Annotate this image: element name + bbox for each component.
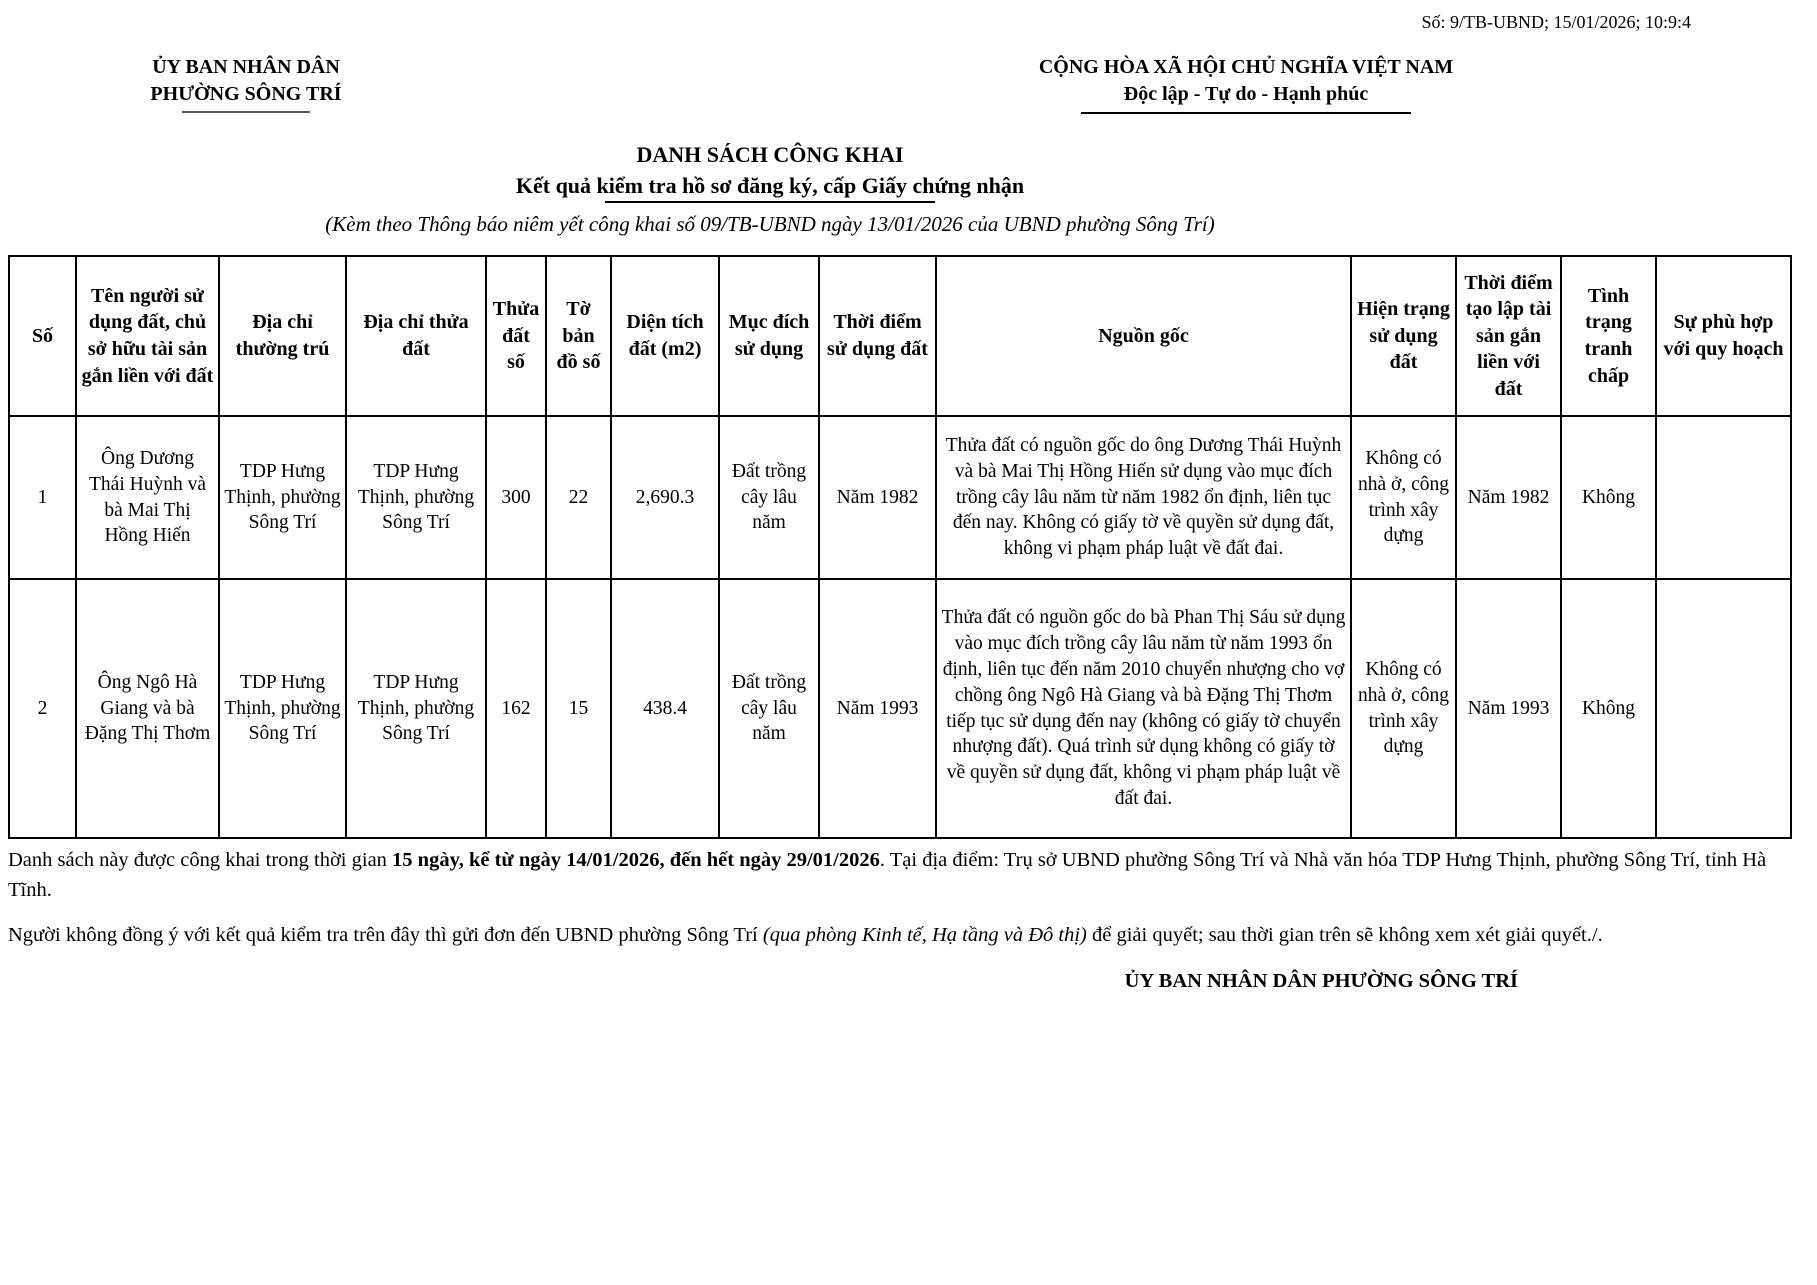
cell-to-ban-do-so: 15: [546, 579, 611, 838]
cell-ten: Ông Dương Thái Huỳnh và bà Mai Thị Hồng Hiến: [76, 416, 219, 579]
complaint-instructions-paragraph: [8, 920, 1808, 950]
attachment-note: (Kèm theo Thông báo niêm yết công khai số 09/TB-UBND ngày 13/01/2026 của UBND phường Sông Trí): [325, 212, 1215, 236]
cell-phu-hop-quy-hoach: [1656, 416, 1791, 579]
cell-hien-trang: Không có nhà ở, công trình xây dựng: [1351, 579, 1456, 838]
cell-dia-chi-thuong-tru: TDP Hưng Thịnh, phường Sông Trí: [219, 579, 346, 838]
p2-text-1: Người không đồng ý với kết quả kiểm tra trên đây thì gửi đơn đến UBND phường Sông Trí: [8, 923, 763, 946]
cell-thoi-diem-tao-lap: Năm 1982: [1456, 416, 1561, 579]
footer-block: [8, 845, 1808, 996]
national-motto: Độc lập - Tự do - Hạnh phúc: [1123, 83, 1369, 105]
cell-so: 2: [9, 579, 76, 838]
col-header-dien-tich: Diện tích đất (m2): [611, 256, 719, 416]
cell-dien-tich: 438.4: [611, 579, 719, 838]
cell-dia-chi-thua-dat: TDP Hưng Thịnh, phường Sông Trí: [346, 579, 486, 838]
p1-text-1: Danh sách này được công khai trong thời gian: [8, 849, 393, 871]
cell-so: 1: [9, 416, 76, 579]
cell-ten: Ông Ngô Hà Giang và bà Đặng Thị Thơm: [76, 579, 219, 838]
col-header-thoi-diem-su-dung: Thời điểm sử dụng đất: [819, 256, 936, 416]
cell-dia-chi-thuong-tru: TDP Hưng Thịnh, phường Sông Trí: [219, 416, 346, 579]
col-header-nguon-goc: Nguồn gốc: [936, 256, 1351, 416]
cell-muc-dich: Đất trồng cây lâu năm: [719, 579, 819, 838]
cell-thua-dat-so: 162: [486, 579, 546, 838]
cell-thua-dat-so: 300: [486, 416, 546, 579]
cell-tranh-chap: Không: [1561, 416, 1656, 579]
col-header-dia-chi-thua-dat: Địa chỉ thửa đất: [346, 256, 486, 416]
national-title: CỘNG HÒA XÃ HỘI CHỦ NGHĨA VIỆT NAM: [1038, 56, 1454, 78]
cell-dien-tich: 2,690.3: [611, 416, 719, 579]
col-header-ten: Tên người sử dụng đất, chủ sở hữu tài sản gắn liền với đất: [76, 256, 219, 416]
publication-period-paragraph: [8, 845, 1808, 906]
title-underline: [605, 201, 935, 203]
public-list-table: [8, 255, 1792, 839]
col-header-dia-chi-thuong-tru: Địa chỉ thường trú: [219, 256, 346, 416]
col-header-phu-hop-quy-hoach: Sự phù hợp với quy hoạch: [1656, 256, 1791, 416]
page-subtitle: Kết quả kiểm tra hồ sơ đăng ký, cấp Giấy chứng nhận: [515, 173, 1025, 198]
cell-to-ban-do-so: 22: [546, 416, 611, 579]
col-header-tranh-chap: Tình trạng tranh chấp: [1561, 256, 1656, 416]
p1-text-2: . Tại địa điểm: Trụ sở UBND phường Sông Trí và Nhà văn hóa TDP Hưng Thịnh, phường Sông Trí, tỉnh Hà Tĩnh.: [8, 849, 1767, 902]
issuing-org-line1: ỦY BAN NHÂN DÂN: [152, 56, 340, 78]
p2-italic-dept: (qua phòng Kinh tế, Hạ tầng và Đô thị): [762, 923, 1087, 946]
cell-nguon-goc: Thửa đất có nguồn gốc do bà Phan Thị Sáu sử dụng vào mục đích trồng cây lâu năm từ năm 1993 ổn định, liên tục đến năm 2010 chuyển nhượng cho vợ chồng ông Ngô Hà Giang và bà Đặng Thị Thơm tiếp tục sử dụng đến nay (không có giấy tờ chuyển nhượng đất). Quá trình sử dụng không có giấy tờ về quyền sử dụng đất, không vi phạm pháp luật về đất đai.: [936, 579, 1351, 838]
page-title: DANH SÁCH CÔNG KHAI: [636, 142, 904, 167]
col-header-thua-dat-so: Thửa đất số: [486, 256, 546, 416]
issuing-org-block: [98, 54, 394, 113]
national-motto-block: [1008, 54, 1484, 114]
cell-dia-chi-thua-dat: TDP Hưng Thịnh, phường Sông Trí: [346, 416, 486, 579]
cell-nguon-goc: Thửa đất có nguồn gốc do ông Dương Thái Huỳnh và bà Mai Thị Hồng Hiến sử dụng vào mục đích trồng cây lâu năm từ năm 1982 ổn định, liên tục đến nay. Không có giấy tờ về quyền sử dụng đất, không vi phạm pháp luật về đất đai.: [936, 416, 1351, 579]
title-block: [0, 142, 1540, 237]
table-header-row: [9, 256, 1791, 416]
cell-tranh-chap: Không: [1561, 579, 1656, 838]
col-header-so: Số: [9, 256, 76, 416]
cell-thoi-diem-tao-lap: Năm 1993: [1456, 579, 1561, 838]
org-underline: [182, 111, 310, 113]
col-header-muc-dich: Mục đích sử dụng: [719, 256, 819, 416]
motto-underline: [1081, 112, 1411, 114]
signature-org: ỦY BAN NHÂN DÂN PHƯỜNG SÔNG TRÍ: [1124, 969, 1518, 992]
doc-number: Số: 9/TB-UBND; 15/01/2026; 10:9:4: [1421, 12, 1691, 32]
col-header-to-ban-do-so: Tờ bản đồ số: [546, 256, 611, 416]
cell-hien-trang: Không có nhà ở, công trình xây dựng: [1351, 416, 1456, 579]
col-header-thoi-diem-tao-lap: Thời điểm tạo lập tài sản gắn liền với đất: [1456, 256, 1561, 416]
p1-bold-dates: 15 ngày, kể từ ngày 14/01/2026, đến hết ngày 29/01/2026: [392, 849, 880, 871]
cell-thoi-diem-su-dung: Năm 1993: [819, 579, 936, 838]
table-row: [9, 416, 1791, 579]
cell-thoi-diem-su-dung: Năm 1982: [819, 416, 936, 579]
cell-muc-dich: Đất trồng cây lâu năm: [719, 416, 819, 579]
table-row: [9, 579, 1791, 838]
issuing-org-line2: PHƯỜNG SÔNG TRÍ: [150, 83, 342, 105]
p2-text-2: để giải quyết; sau thời gian trên sẽ không xem xét giải quyết./.: [1086, 923, 1603, 946]
cell-phu-hop-quy-hoach: [1656, 579, 1791, 838]
col-header-hien-trang: Hiện trạng sử dụng đất: [1351, 256, 1456, 416]
